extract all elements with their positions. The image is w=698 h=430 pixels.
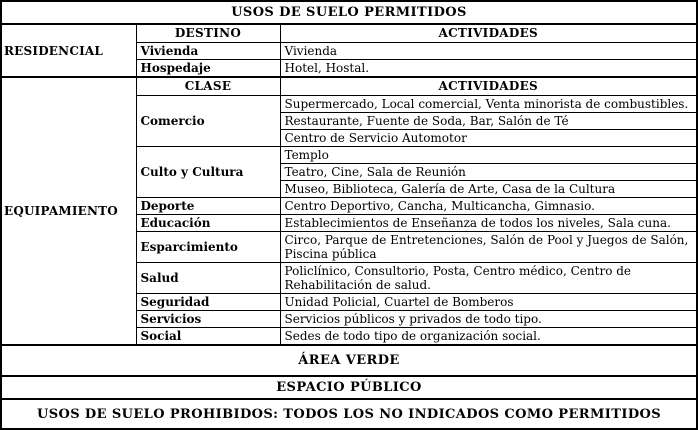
usos-prohibidos-row: USOS DE SUELO PROHIBIDOS: TODOS LOS NO INDICADOS COMO PERMITIDOS: [36, 406, 662, 422]
actividad-cell: Restaurante, Fuente de Soda, Bar, Salón de Té: [280, 112, 696, 129]
col-header-actividades-residencial: ACTIVIDADES: [280, 25, 696, 42]
actividad-cell: Centro Deportivo, Cancha, Multicancha, Gimnasio.: [280, 197, 696, 214]
destino-cell: Hospedaje: [136, 59, 280, 76]
residencial-header-row: [2, 25, 696, 42]
clase-cell: Esparcimiento: [136, 231, 280, 262]
col-header-clase: CLASE: [136, 78, 280, 95]
destino-cell: Vivienda: [136, 42, 280, 59]
equipamiento-table: [2, 78, 696, 344]
residencial-section: [2, 25, 696, 78]
equipamiento-section: [2, 78, 696, 346]
area-verde-row: ÁREA VERDE: [2, 346, 696, 377]
actividad-cell: Supermercado, Local comercial, Venta minorista de combustibles.: [280, 95, 696, 112]
category-cell-equipamiento: EQUIPAMIENTO: [2, 78, 136, 344]
actividad-cell: Circo, Parque de Entretenciones, Salón de Pool y Juegos de Salón, Piscina pública: [280, 231, 696, 262]
equipamiento-header-row: [2, 78, 696, 95]
table-title: USOS DE SUELO PERMITIDOS: [2, 2, 696, 25]
actividad-cell: Servicios públicos y privados de todo tipo.: [280, 310, 696, 327]
actividad-cell: Museo, Biblioteca, Galería de Arte, Casa de la Cultura: [280, 180, 696, 197]
actividad-cell: Templo: [280, 146, 696, 163]
actividad-cell: Unidad Policial, Cuartel de Bomberos: [280, 293, 696, 310]
clase-cell: Educación: [136, 214, 280, 231]
actividad-cell: Hotel, Hostal.: [280, 59, 696, 76]
espacio-publico-row: ESPACIO PÚBLICO: [2, 377, 696, 400]
clase-cell: Deporte: [136, 197, 280, 214]
clase-cell: Culto y Cultura: [136, 146, 280, 197]
clase-cell: Comercio: [136, 95, 280, 146]
actividad-cell: Teatro, Cine, Sala de Reunión: [280, 163, 696, 180]
actividad-cell: Vivienda: [280, 42, 696, 59]
clase-cell: Salud: [136, 262, 280, 293]
col-header-destino: DESTINO: [136, 25, 280, 42]
category-cell-residencial: RESIDENCIAL: [2, 25, 136, 76]
clase-cell: Servicios: [136, 310, 280, 327]
col-header-actividades-equipamiento: ACTIVIDADES: [280, 78, 696, 95]
clase-cell: Seguridad: [136, 293, 280, 310]
actividad-cell: Policlínico, Consultorio, Posta, Centro médico, Centro de Rehabilitación de salud.: [280, 262, 696, 293]
clase-cell: Social: [136, 327, 280, 344]
residencial-table: [2, 25, 696, 76]
actividad-cell: Sedes de todo tipo de organización social.: [280, 327, 696, 344]
actividad-cell: Establecimientos de Enseñanza de todos los niveles, Sala cuna.: [280, 214, 696, 231]
actividad-cell: Centro de Servicio Automotor: [280, 129, 696, 146]
